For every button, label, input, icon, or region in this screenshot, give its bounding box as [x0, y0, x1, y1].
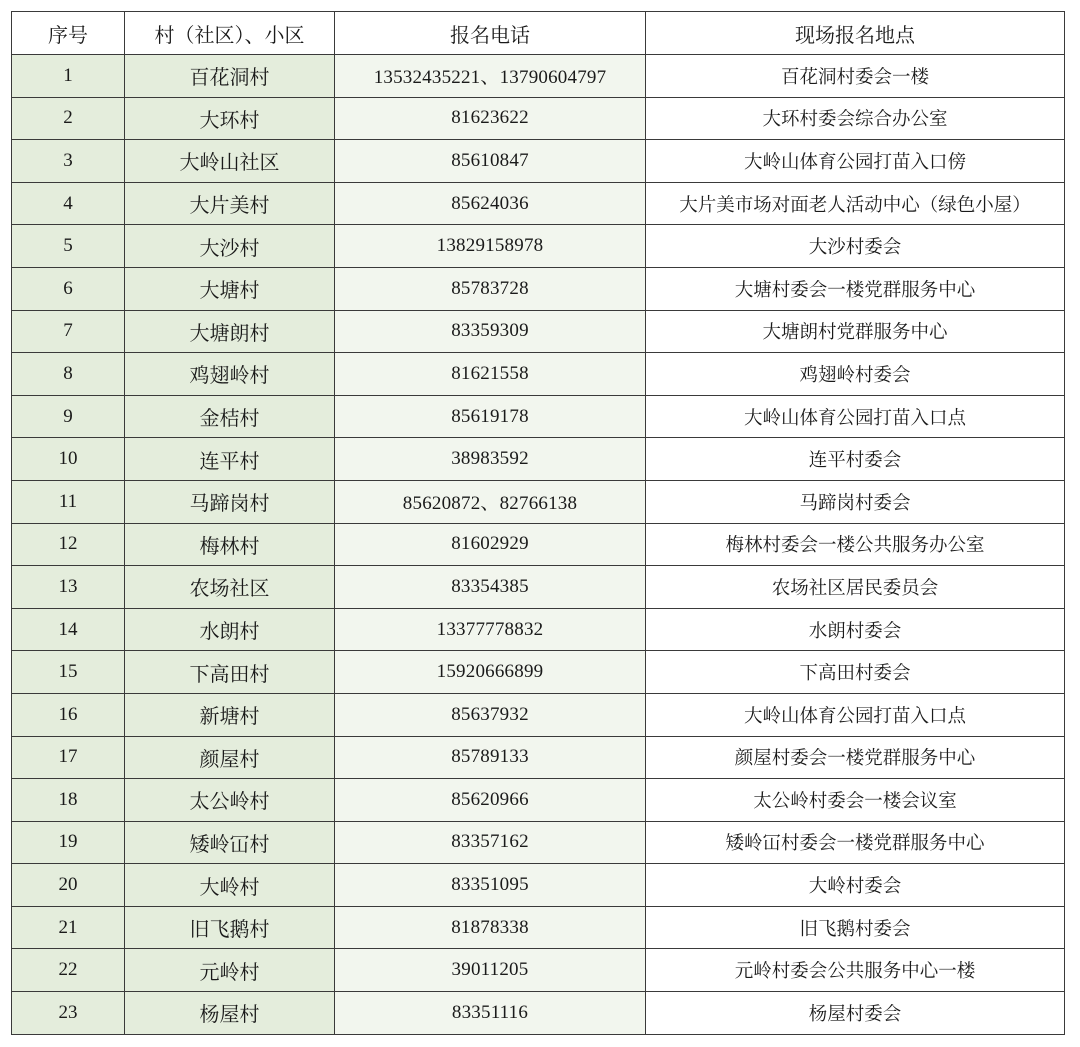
cell-phone: 83354385 [335, 566, 646, 609]
table-row [12, 821, 1065, 864]
registration-table [11, 11, 1065, 1035]
cell-seq: 14 [12, 608, 125, 651]
cell-location: 连平村委会 [646, 438, 1065, 481]
table-row [12, 438, 1065, 481]
cell-village-name: 大沙村 [125, 225, 335, 268]
header-phone: 报名电话 [335, 12, 646, 55]
cell-location: 大岭山体育公园打苗入口点 [646, 693, 1065, 736]
cell-location: 大环村委会综合办公室 [646, 97, 1065, 140]
cell-location: 太公岭村委会一楼会议室 [646, 779, 1065, 822]
cell-seq: 5 [12, 225, 125, 268]
cell-location: 大沙村委会 [646, 225, 1065, 268]
cell-phone: 85610847 [335, 140, 646, 183]
table-row [12, 949, 1065, 992]
cell-phone: 81621558 [335, 353, 646, 396]
cell-location: 下高田村委会 [646, 651, 1065, 694]
table-row [12, 267, 1065, 310]
cell-phone: 83359309 [335, 310, 646, 353]
cell-village-name: 大塘村 [125, 267, 335, 310]
cell-village-name: 颜屋村 [125, 736, 335, 779]
cell-village-name: 马蹄岗村 [125, 480, 335, 523]
cell-location: 大岭山体育公园打苗入口点 [646, 395, 1065, 438]
table-row [12, 55, 1065, 98]
cell-location: 大岭村委会 [646, 864, 1065, 907]
cell-seq: 19 [12, 821, 125, 864]
cell-phone: 15920666899 [335, 651, 646, 694]
cell-village-name: 大岭山社区 [125, 140, 335, 183]
cell-phone: 85783728 [335, 267, 646, 310]
cell-village-name: 大塘朗村 [125, 310, 335, 353]
cell-village-name: 新塘村 [125, 693, 335, 736]
cell-seq: 2 [12, 97, 125, 140]
cell-seq: 23 [12, 992, 125, 1035]
cell-village-name: 太公岭村 [125, 779, 335, 822]
cell-location: 杨屋村委会 [646, 992, 1065, 1035]
cell-location: 旧飞鹅村委会 [646, 906, 1065, 949]
cell-village-name: 水朗村 [125, 608, 335, 651]
cell-seq: 15 [12, 651, 125, 694]
cell-seq: 11 [12, 480, 125, 523]
cell-village-name: 矮岭冚村 [125, 821, 335, 864]
cell-phone: 13829158978 [335, 225, 646, 268]
cell-phone: 85620872、82766138 [335, 480, 646, 523]
cell-seq: 17 [12, 736, 125, 779]
cell-phone: 85624036 [335, 182, 646, 225]
cell-seq: 12 [12, 523, 125, 566]
cell-location: 百花洞村委会一楼 [646, 55, 1065, 98]
cell-village-name: 农场社区 [125, 566, 335, 609]
cell-location: 大片美市场对面老人活动中心（绿色小屋） [646, 182, 1065, 225]
table-row [12, 864, 1065, 907]
cell-village-name: 旧飞鹅村 [125, 906, 335, 949]
cell-seq: 13 [12, 566, 125, 609]
cell-phone: 39011205 [335, 949, 646, 992]
cell-seq: 1 [12, 55, 125, 98]
table-row [12, 906, 1065, 949]
cell-village-name: 下高田村 [125, 651, 335, 694]
cell-location: 矮岭冚村委会一楼党群服务中心 [646, 821, 1065, 864]
table-row [12, 182, 1065, 225]
cell-seq: 22 [12, 949, 125, 992]
cell-village-name: 大片美村 [125, 182, 335, 225]
cell-location: 大岭山体育公园打苗入口傍 [646, 140, 1065, 183]
cell-seq: 9 [12, 395, 125, 438]
cell-location: 颜屋村委会一楼党群服务中心 [646, 736, 1065, 779]
cell-location: 大塘村委会一楼党群服务中心 [646, 267, 1065, 310]
table-header [12, 12, 1065, 55]
cell-phone: 85620966 [335, 779, 646, 822]
cell-location: 梅林村委会一楼公共服务办公室 [646, 523, 1065, 566]
cell-village-name: 大环村 [125, 97, 335, 140]
cell-village-name: 鸡翅岭村 [125, 353, 335, 396]
cell-phone: 13532435221、13790604797 [335, 55, 646, 98]
table-row [12, 779, 1065, 822]
table-row [12, 225, 1065, 268]
table-row [12, 523, 1065, 566]
cell-phone: 38983592 [335, 438, 646, 481]
header-location: 现场报名地点 [646, 12, 1065, 55]
header-seq: 序号 [12, 12, 125, 55]
table-row [12, 651, 1065, 694]
table-row [12, 992, 1065, 1035]
cell-seq: 8 [12, 353, 125, 396]
cell-village-name: 大岭村 [125, 864, 335, 907]
cell-phone: 83351095 [335, 864, 646, 907]
table-row [12, 140, 1065, 183]
cell-village-name: 元岭村 [125, 949, 335, 992]
cell-seq: 6 [12, 267, 125, 310]
table-row [12, 310, 1065, 353]
cell-phone: 81623622 [335, 97, 646, 140]
cell-village-name: 杨屋村 [125, 992, 335, 1035]
cell-village-name: 金桔村 [125, 395, 335, 438]
cell-seq: 20 [12, 864, 125, 907]
table-row [12, 736, 1065, 779]
table-row [12, 480, 1065, 523]
cell-location: 大塘朗村党群服务中心 [646, 310, 1065, 353]
cell-location: 马蹄岗村委会 [646, 480, 1065, 523]
cell-phone: 81602929 [335, 523, 646, 566]
cell-seq: 21 [12, 906, 125, 949]
cell-location: 元岭村委会公共服务中心一楼 [646, 949, 1065, 992]
cell-location: 水朗村委会 [646, 608, 1065, 651]
cell-phone: 85789133 [335, 736, 646, 779]
cell-seq: 3 [12, 140, 125, 183]
cell-seq: 7 [12, 310, 125, 353]
table-row [12, 608, 1065, 651]
cell-seq: 18 [12, 779, 125, 822]
cell-phone: 83357162 [335, 821, 646, 864]
registration-table-container [11, 11, 1064, 1035]
header-village: 村（社区）、小区 [125, 12, 335, 55]
cell-phone: 83351116 [335, 992, 646, 1035]
cell-location: 鸡翅岭村委会 [646, 353, 1065, 396]
table-row [12, 97, 1065, 140]
table-row [12, 395, 1065, 438]
cell-village-name: 连平村 [125, 438, 335, 481]
table-body [12, 55, 1065, 1035]
cell-phone: 81878338 [335, 906, 646, 949]
header-row [12, 12, 1065, 55]
cell-location: 农场社区居民委员会 [646, 566, 1065, 609]
cell-village-name: 百花洞村 [125, 55, 335, 98]
table-row [12, 566, 1065, 609]
cell-seq: 4 [12, 182, 125, 225]
cell-seq: 16 [12, 693, 125, 736]
cell-village-name: 梅林村 [125, 523, 335, 566]
cell-phone: 85619178 [335, 395, 646, 438]
table-row [12, 353, 1065, 396]
table-row [12, 693, 1065, 736]
cell-seq: 10 [12, 438, 125, 481]
cell-phone: 85637932 [335, 693, 646, 736]
cell-phone: 13377778832 [335, 608, 646, 651]
